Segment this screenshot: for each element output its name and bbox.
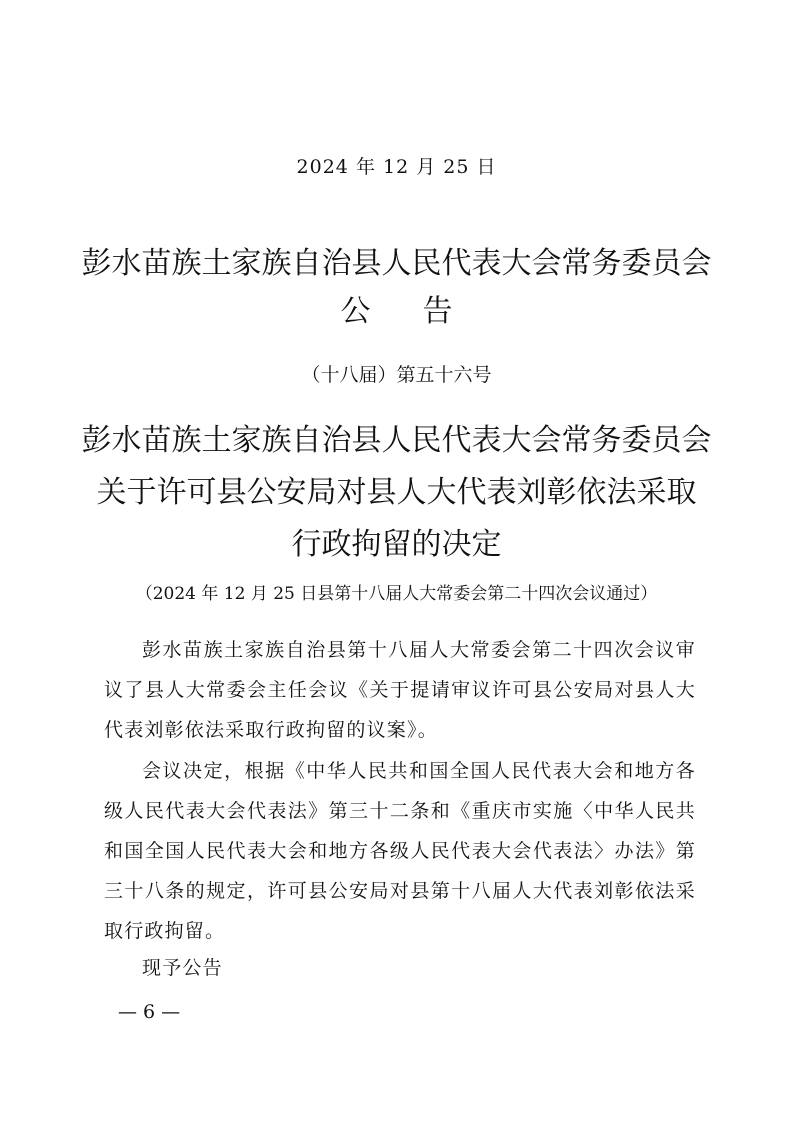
body-paragraph-1: 彭水苗族土家族自治县第十八届人大常委会第二十四次会议审议了县人大常委会主任会议《关于提请审议许可县公安局对县人大代表刘彰依法采取行政拘留的议案》。	[104, 639, 696, 741]
issue-date: 2024 年 12 月 25 日	[296, 156, 497, 178]
body-paragraph-2: 会议决定，根据《中华人民共和国全国人民代表大会和地方各级人民代表大会代表法》第三十二条和《重庆市实施〈中华人民共和国全国人民代表大会和地方各级人民代表大会代表法〉办法》第三十八条的规定，许可县公安局对县第十八届人大代表刘彰依法采取行政拘留。	[104, 760, 696, 942]
title-line-3: 行政拘留的决定	[291, 527, 502, 562]
organization-name: 彭水苗族土家族自治县人民代表大会常务委员会	[81, 246, 712, 281]
title-line-1: 彭水苗族土家族自治县人民代表大会常务委员会	[81, 423, 712, 458]
closing-statement: 现予公告	[142, 957, 223, 979]
title-line-2: 关于许可县公安局对县人大代表刘彰依法采取	[96, 475, 697, 510]
page-number: — 6 —	[118, 1001, 181, 1023]
notice-heading: 公告	[340, 294, 505, 329]
document-number: （十八届）第五十六号	[301, 364, 492, 386]
adoption-note: （2024 年 12 月 25 日县第十八届人大常委会第二十四次会议通过）	[135, 584, 658, 604]
